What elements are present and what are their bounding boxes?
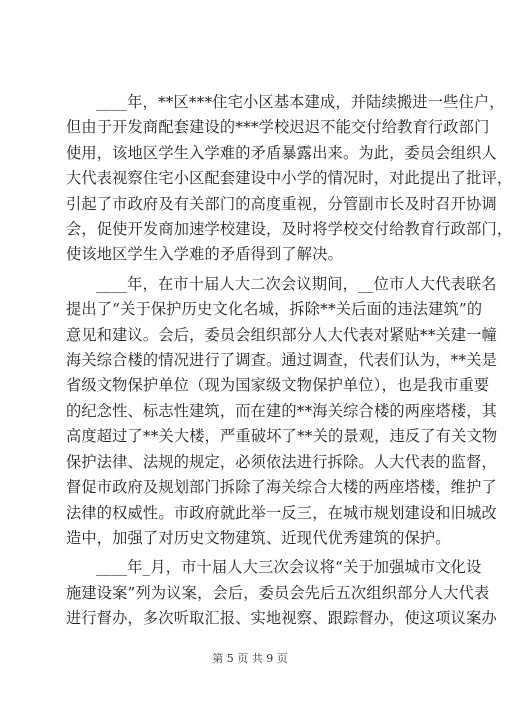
text-line: 进行督办，多次听取汇报、实地视察、跟踪督办，使这项议案办 <box>66 609 497 628</box>
text-line: 督促市政府及规划部门拆除了海关综合大楼的两座塔楼，维护了 <box>66 478 497 497</box>
text-line: 大代表视察住宅小区配套建设中小学的情况时，对此提出了批评， <box>66 169 512 188</box>
text-line: 使用，该地区学生入学难的矛盾暴露出来。为此，委员会组织人 <box>66 143 497 162</box>
text-line: 保护法律、法规的规定，必须依法进行拆除。人大代表的监督， <box>66 452 497 471</box>
text-line: 意见和建议。会后，委员会组织部分人大代表对紧贴**关建一幢 <box>66 325 498 344</box>
body-text <box>66 90 512 636</box>
text-line: 使该地区学生入学难的矛盾得到了解决。 <box>66 245 343 264</box>
text-line: ____年，在市十届人大二次会议期间，__位市人大代表联名 <box>96 274 497 293</box>
page-footer <box>0 650 500 666</box>
text-line: 造中，加强了对历史文物建筑、近现代优秀建筑的保护。 <box>66 528 451 547</box>
page-number: 第 5 页 共 9 页 <box>212 652 288 665</box>
text-line: 会，促使开发商加速学校建设，及时将学校交付给教育行政部门， <box>66 220 512 239</box>
text-line: 但由于开发商配套建设的***学校迟迟不能交付给教育行政部门 <box>66 118 490 137</box>
text-line: ____年，**区***住宅小区基本建成，并陆续搬进一些住户， <box>96 93 505 111</box>
text-line: 的纪念性、标志性建筑，而在建的**海关综合楼的两座塔楼，其 <box>66 401 498 420</box>
paragraph-2 <box>66 272 498 551</box>
paragraph-3 <box>66 555 497 631</box>
text-line: 省级文物保护单位（现为国家级文物保护单位），也是我市重要 <box>66 376 490 395</box>
text-line: 引起了市政府及有关部门的高度重视，分管副市长及时召开协调 <box>66 194 497 213</box>
text-line: 施建设案”列为议案，会后，委员会先后五次组织部分人大代表 <box>66 583 490 602</box>
text-line: 法律的权威性。市政府就此举一反三，在城市规划建设和旧城改 <box>66 503 497 522</box>
text-line: ____年_月，市十届人大三次会议将“关于加强城市文化设 <box>96 558 482 577</box>
text-line: 高度超过了**关大楼，严重破坏了**关的景观，违反了有关文物 <box>66 427 498 446</box>
paragraph-1 <box>66 90 512 268</box>
text-line: 提出了“关于保护历史文化名城，拆除**关后面的违法建筑”的 <box>66 300 483 319</box>
text-line: 海关综合楼的情况进行了调查。通过调查，代表们认为，**关是 <box>66 351 498 370</box>
